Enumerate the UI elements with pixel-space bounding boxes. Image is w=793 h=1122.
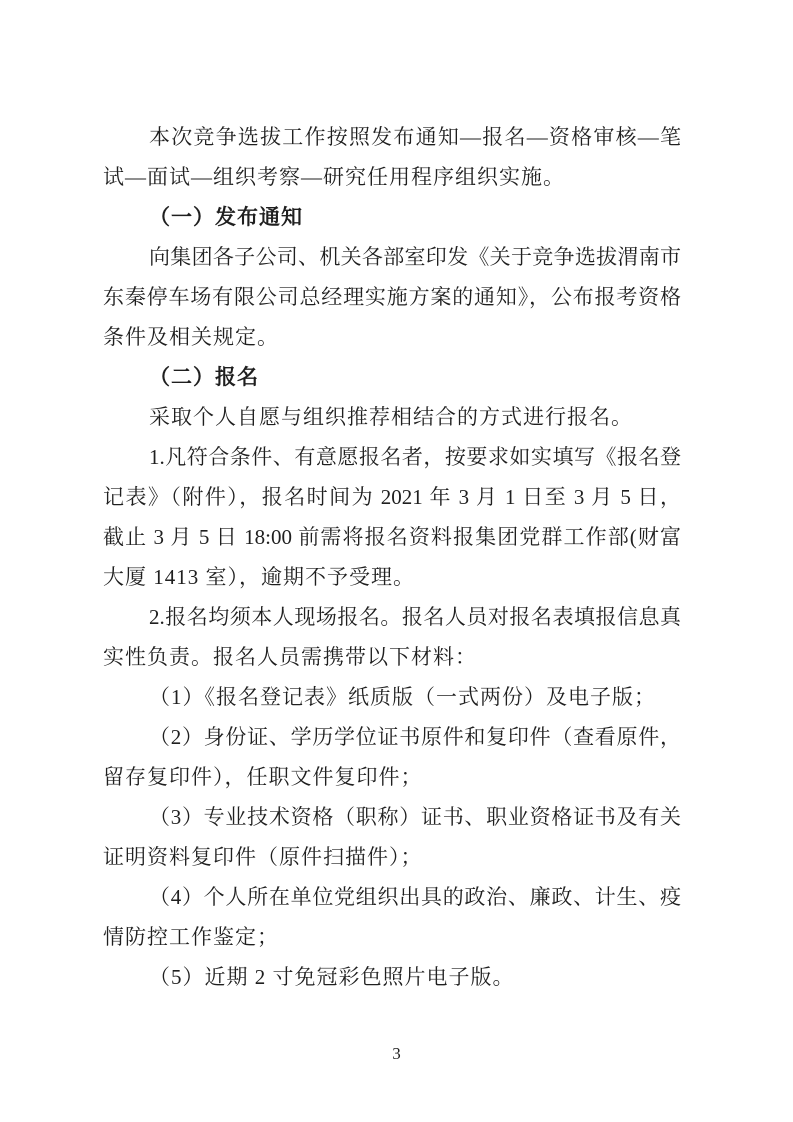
doc-line: 留存复印件），任职文件复印件； <box>103 765 423 789</box>
doc-line: 截止 3 月 5 日 18:00 前需将报名资料报集团党群工作部(财富 <box>103 525 681 549</box>
doc-line: 本次竞争选拔工作按照发布通知—报名—资格审核—笔 <box>149 125 681 149</box>
document-body <box>103 117 681 997</box>
section-heading-1: （一）发布通知 <box>149 205 303 229</box>
page-number: 3 <box>392 1044 401 1063</box>
doc-line: （5）近期 2 寸免冠彩色照片电子版。 <box>149 965 515 989</box>
doc-line: 记表》（附件），报名时间为 2021 年 3 月 1 日至 3 月 5 日， <box>103 485 681 509</box>
doc-line: 采取个人自愿与组织推荐相结合的方式进行报名。 <box>149 405 633 429</box>
doc-line: 向集团各子公司、机关各部室印发《关于竞争选拔渭南市 <box>149 245 681 269</box>
doc-line: （3）专业技术资格（职称）证书、职业资格证书及有关 <box>149 805 681 829</box>
doc-line: 情防控工作鉴定； <box>103 925 279 949</box>
doc-line: 大厦 1413 室），逾期不予受理。 <box>103 565 415 589</box>
doc-line: 证明资料复印件（原件扫描件）； <box>103 845 423 869</box>
doc-line: 条件及相关规定。 <box>103 325 279 349</box>
doc-line: 1.凡符合条件、有意愿报名者，按要求如实填写《报名登 <box>149 445 681 469</box>
doc-line: 东秦停车场有限公司总经理实施方案的通知》，公布报考资格 <box>103 285 681 309</box>
doc-line: （1）《报名登记表》纸质版（一式两份）及电子版； <box>149 685 656 709</box>
doc-line: 试—面试—组织考察—研究任用程序组织实施。 <box>103 165 565 189</box>
section-heading-2: （二）报名 <box>149 365 259 389</box>
doc-line: （2）身份证、学历学位证书原件和复印件（查看原件， <box>149 725 681 749</box>
doc-line: （4）个人所在单位党组织出具的政治、廉政、计生、疫 <box>149 885 681 909</box>
doc-line: 2.报名均须本人现场报名。报名人员对报名表填报信息真 <box>149 605 681 629</box>
doc-line: 实性负责。报名人员需携带以下材料： <box>103 645 477 669</box>
